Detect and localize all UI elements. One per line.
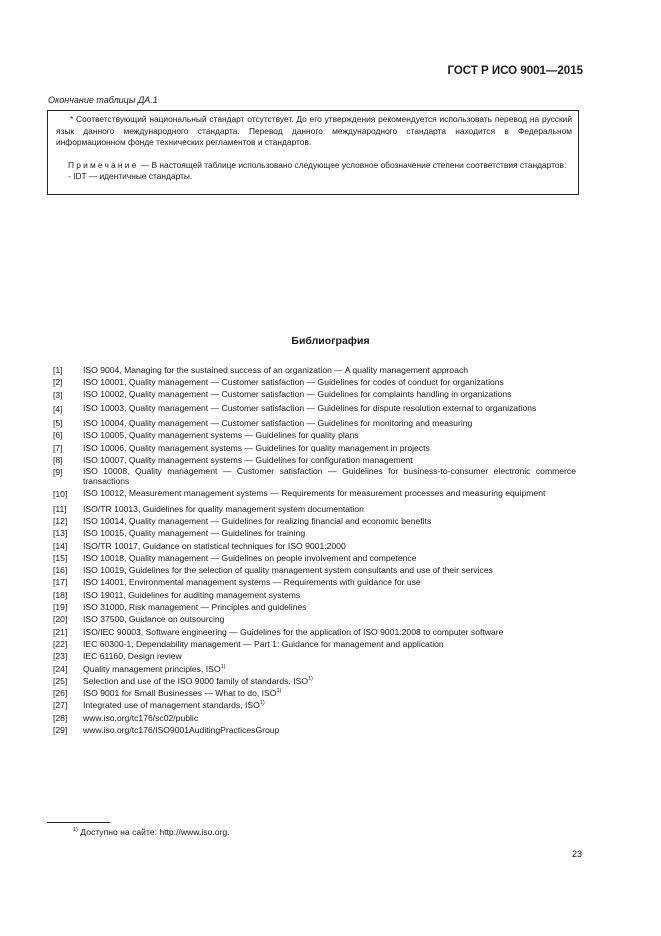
bibliography-item-text (83, 376, 576, 388)
bibliography-item-reference: ISO 10019, Guidelines for the selection of quality management system consultants and use of their services (83, 565, 493, 576)
bibliography-item-text (83, 699, 576, 711)
bibliography-item-text (83, 429, 576, 441)
bibliography-item-text (83, 589, 576, 601)
bibliography-item-number: [1] (53, 365, 63, 375)
bibliography-item-reference: Selection and use of the ISO 9000 family of standards, ISO (83, 675, 308, 686)
bibliography-item-text (83, 364, 576, 376)
bibliography-item-number: [6] (53, 430, 63, 441)
bibliography-item-number: [24] (53, 663, 68, 674)
bibliography-item (53, 663, 576, 675)
bibliography-item-reference: ISO 10006, Quality management systems — Guidelines for quality management in projects (83, 442, 430, 453)
bibliography-item (53, 540, 576, 552)
bibliography-item (53, 429, 576, 441)
bibliography-item-number: [21] (53, 626, 68, 637)
bibliography-item-number: [9] (53, 467, 63, 478)
bibliography-item-number: [16] (53, 565, 68, 576)
bibliography-item-text (83, 724, 576, 736)
bibliography-item-text (83, 613, 576, 625)
bibliography-item-reference: ISO 9001 for Small Businesses — What to do, ISO (83, 688, 277, 699)
bibliography-item (53, 442, 576, 454)
bibliography-item-text (83, 403, 576, 415)
bibliography-item-text (83, 601, 576, 613)
bibliography-item-number: [5] (53, 418, 63, 429)
bibliography-item-reference: ISO/TR 10013, Guidelines for quality management system documentation (83, 503, 364, 514)
table-footnote-box (47, 110, 579, 195)
bibliography-item (53, 564, 576, 576)
bibliography-item (53, 576, 576, 588)
footnote-divider (47, 822, 110, 823)
bibliography-item-text (83, 675, 576, 687)
footnote-reference: 1) (259, 700, 265, 707)
bibliography-item (53, 417, 576, 429)
bibliography-item-text (83, 417, 576, 429)
bibliography-item (53, 454, 576, 466)
bibliography-item-number: [18] (53, 589, 68, 600)
document-header: ГОСТ Р ИСО 9001—2015 (447, 65, 583, 77)
footnote-text: Доступно на сайте: http://www.iso.org. (80, 827, 230, 837)
bibliography-item (53, 364, 576, 376)
bibliography-item-number: [15] (53, 552, 68, 563)
bibliography-item-reference: ISO 10015, Quality management — Guidelines for training (83, 528, 306, 539)
bibliography-item-text (83, 515, 576, 527)
bibliography-item-reference: Quality management principles, ISO (83, 663, 221, 674)
bibliography-item-number: [20] (53, 614, 68, 625)
bibliography-item (53, 626, 576, 638)
bibliography-item (53, 687, 576, 699)
bibliography-item-reference: www.iso.org/tc176/ISO9001AuditingPracticesGroup (83, 725, 280, 736)
bibliography-item (53, 466, 576, 486)
footnote-reference: 1) (308, 675, 313, 682)
bibliography-item-text (83, 576, 576, 588)
bibliography-item (53, 488, 576, 500)
bibliography-item-text (83, 552, 576, 564)
bibliography-item (53, 724, 576, 736)
bibliography-list (53, 364, 576, 736)
bibliography-item-text (83, 466, 576, 486)
bibliography-item-number: [22] (53, 638, 68, 649)
bibliography-item-text (83, 540, 576, 552)
bibliography-item-reference: ISO 10018, Quality management — Guidelines on people involvement and competence (83, 552, 417, 563)
bibliography-item-text (83, 626, 576, 638)
page-footnote (73, 827, 230, 837)
bibliography-item-reference: IEC 61160, Design review (83, 651, 182, 662)
bibliography-item-number: [17] (53, 577, 68, 588)
bibliography-item (53, 503, 576, 515)
bibliography-item (53, 601, 576, 613)
bibliography-item (53, 515, 576, 527)
bibliography-item-reference: ISO 10002, Quality management — Customer satisfaction — Guidelines for complaints handling in organizations (83, 388, 512, 399)
bibliography-item (53, 403, 576, 415)
bibliography-item (53, 699, 576, 711)
bibliography-item-text (83, 687, 576, 699)
bibliography-item-number: [8] (53, 455, 63, 466)
bibliography-item-reference: ISO 37500, Guidance on outsourcing (83, 614, 225, 625)
bibliography-item (53, 552, 576, 564)
bibliography-item-number: [29] (53, 725, 68, 736)
table-end-caption: Окончание таблицы ДА.1 (48, 95, 158, 105)
bibliography-item-reference: ISO/IEC 90003, Software engineering — Guidelines for the application of ISO 9001:2008 to computer software (83, 626, 504, 637)
bibliography-item-text (83, 638, 576, 650)
footnote-reference: 1) (220, 663, 226, 670)
table-footnote-text: * Соответствующий национальный стандарт отсутствует. До его утверждения рекомендуется использовать перевод на русский язык данного международного стандарта. Перевод данного международного стандарта находится в Федеральном информационном фонде технических регламентов и стандартов. (56, 114, 572, 147)
bibliography-item-reference: ISO 10012, Measurement management systems — Requirements for measurement processes and measuring equipment (83, 488, 546, 499)
table-note (56, 160, 572, 172)
bibliography-item-text (83, 503, 576, 515)
bibliography-item-number: [25] (53, 675, 68, 686)
bibliography-item-number: [10] (53, 489, 68, 500)
bibliography-item-number: [7] (53, 442, 63, 453)
bibliography-item-number: [11] (53, 503, 67, 514)
bibliography-item-reference: ISO 10007, Quality management systems — Guidelines for configuration management (83, 455, 413, 466)
bibliography-item (53, 712, 576, 724)
bibliography-title: Библиография (291, 335, 370, 347)
bibliography-item-reference: Integrated use of management standards, ISO (83, 700, 260, 711)
bibliography-item (53, 376, 576, 388)
bibliography-item-reference: ISO 31000, Risk management — Principles and guidelines (83, 602, 307, 613)
bibliography-item-number: [4] (53, 403, 63, 414)
bibliography-item-number: [3] (53, 389, 63, 400)
note-item: - IDT — идентичные стандарты. (68, 171, 193, 181)
bibliography-item-number: [26] (53, 688, 68, 699)
bibliography-item-reference: IEC 60300-1, Dependability management — Part 1: Guidance for management and application (83, 638, 444, 649)
bibliography-item-text (83, 389, 576, 401)
bibliography-item-reference: ISO 19011, Guidelines for auditing management systems (83, 589, 301, 600)
bibliography-item-number: [27] (53, 700, 68, 711)
bibliography-item-text (83, 650, 576, 662)
bibliography-item-reference: ISO 10008, Quality management — Customer satisfaction — Guidelines for business-to-consumer electronic commerce transactions (83, 466, 576, 487)
bibliography-item-reference: ISO 9004, Managing for the sustained success of an organization — A quality management approach (83, 365, 469, 375)
bibliography-item (53, 589, 576, 601)
bibliography-item-text (83, 564, 576, 576)
footnote-marker: 1) (73, 827, 78, 833)
bibliography-item (53, 527, 576, 539)
bibliography-item-text (83, 663, 576, 675)
bibliography-item-text (83, 454, 576, 466)
bibliography-item (53, 675, 576, 687)
bibliography-item-text (83, 527, 576, 539)
note-text: — В настоящей таблице использовано следующее условное обозначение степени соответствия стандартов: (138, 159, 567, 170)
bibliography-item (53, 650, 576, 662)
bibliography-item-number: [28] (53, 712, 68, 723)
bibliography-item-reference: ISO 10005, Quality management systems — Guidelines for quality plans (83, 430, 359, 441)
bibliography-item-reference: ISO 10004, Quality management — Customer satisfaction — Guidelines for monitoring and measuring (83, 418, 473, 429)
bibliography-item (53, 389, 576, 401)
bibliography-item-reference: ISO 10001, Quality management — Customer satisfaction — Guidelines for codes of conduct for organizations (83, 377, 504, 388)
bibliography-item-text (83, 442, 576, 454)
page-number: 23 (571, 849, 582, 859)
footnote-reference: 1) (276, 688, 282, 695)
bibliography-item-text (83, 712, 576, 724)
bibliography-item-reference: www.iso.org/tc176/sc02/public (83, 712, 199, 723)
bibliography-item-number: [23] (53, 651, 68, 662)
note-label: Примечание (68, 159, 139, 170)
bibliography-item (53, 613, 576, 625)
bibliography-item-reference: ISO 10003, Quality management — Customer satisfaction — Guidelines for dispute resolution external to organizations (83, 402, 537, 413)
bibliography-item-reference: ISO/TR 10017, Guidance on statistical techniques for ISO 9001:2000 (83, 540, 346, 551)
bibliography-item-number: [2] (53, 377, 63, 388)
bibliography-item-reference: ISO 14001, Environmental management systems — Requirements with guidance for use (83, 577, 421, 588)
bibliography-item-reference: ISO 10014, Quality management — Guidelines for realizing financial and economic benefits (83, 515, 432, 526)
bibliography-item-number: [13] (53, 528, 68, 539)
bibliography-item-number: [14] (53, 540, 68, 551)
bibliography-item-number: [19] (53, 602, 68, 613)
bibliography-item-number: [12] (53, 515, 68, 526)
bibliography-item-text (83, 488, 576, 500)
bibliography-item (53, 638, 576, 650)
